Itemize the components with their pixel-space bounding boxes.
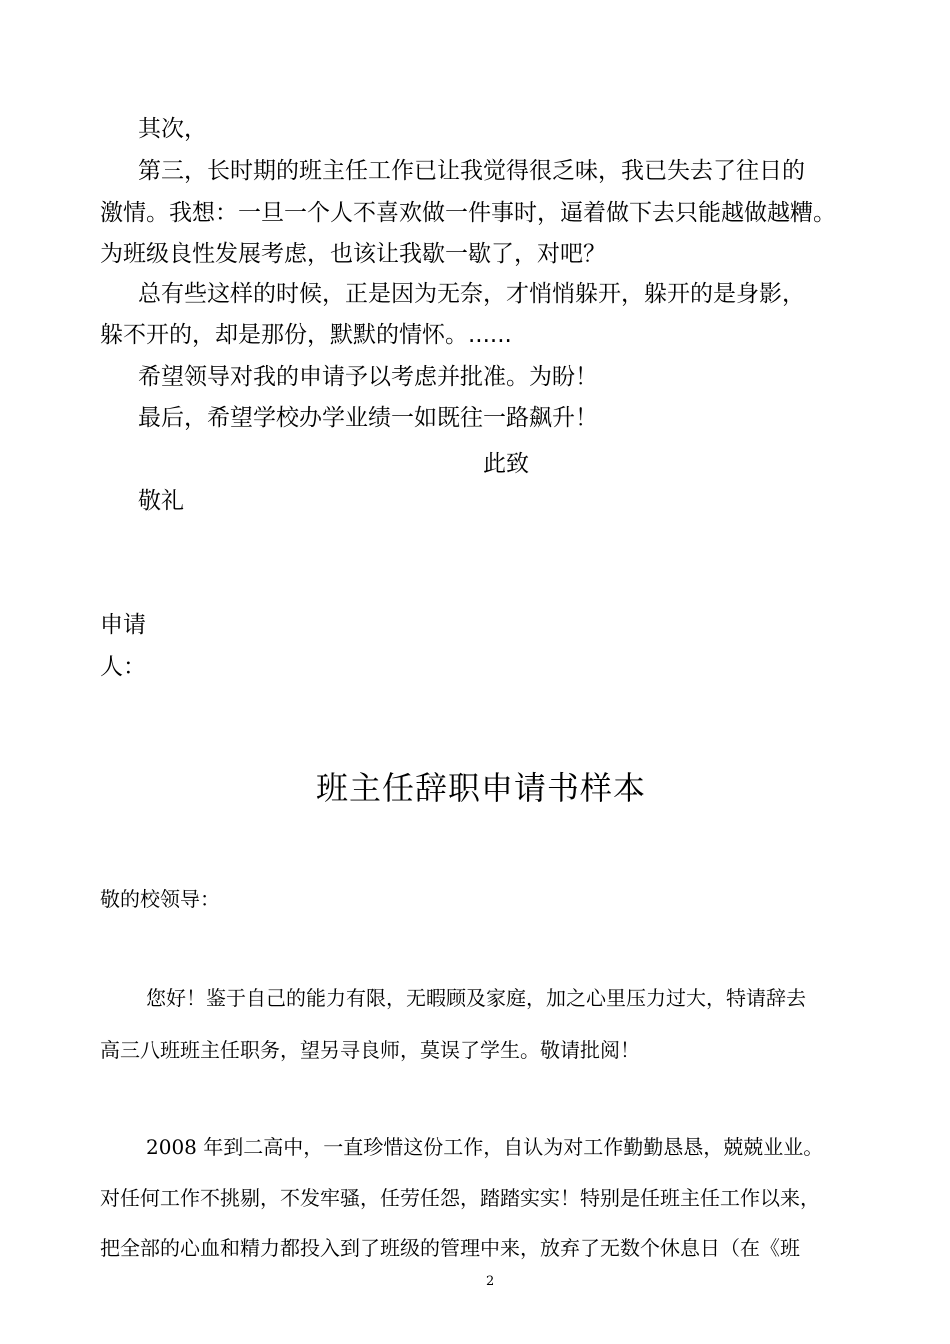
- paragraph-line: 高三八班班主任职务，望另寻良师，莫误了学生。敬请批阅！: [100, 1038, 640, 1062]
- paragraph-line: 对任何工作不挑剔，不发牢骚，任劳任怨，踏踏实实！特别是任班主任工作以来，: [100, 1186, 820, 1210]
- closing-regards: 敬礼: [138, 488, 184, 514]
- signature-label: 申请: [100, 612, 146, 638]
- paragraph-line: 第三，长时期的班主任工作已让我觉得很乏味，我已失去了往日的: [138, 158, 805, 184]
- paragraph-line: 2008 年到二高中，一直珍惜这份工作，自认为对工作勤勤恳恳，兢兢业业。: [146, 1135, 824, 1159]
- salutation: 敬的校领导：: [100, 887, 220, 911]
- paragraph-line: 把全部的心血和精力都投入到了班级的管理中来，放弃了无数个休息日（在《班: [100, 1236, 800, 1260]
- paragraph-line: 您好！鉴于自己的能力有限，无暇顾及家庭，加之心里压力过大，特请辞去: [146, 986, 806, 1010]
- paragraph-line: 躲不开的，却是那份，默默的情怀。......: [100, 322, 512, 348]
- page-title: 班主任辞职申请书样本: [316, 769, 647, 807]
- closing-salutation: 此致: [483, 451, 529, 477]
- paragraph-line: 为班级良性发展考虑，也该让我歇一歇了，对吧？: [100, 241, 606, 267]
- paragraph-line: 最后，希望学校办学业绩一如既往一路飙升！: [138, 405, 598, 431]
- signature-label: 人：: [100, 654, 146, 680]
- page-number: 2: [486, 1274, 495, 1289]
- paragraph-line: 总有些这样的时候，正是因为无奈，才悄悄躲开，躲开的是身影，: [138, 281, 805, 307]
- paragraph-line: 激情。我想：一旦一个人不喜欢做一件事时，逼着做下去只能越做越糟。: [100, 200, 836, 226]
- paragraph-line: 希望领导对我的申请予以考虑并批准。为盼！: [138, 364, 598, 390]
- paragraph-line: 其次，: [138, 116, 207, 142]
